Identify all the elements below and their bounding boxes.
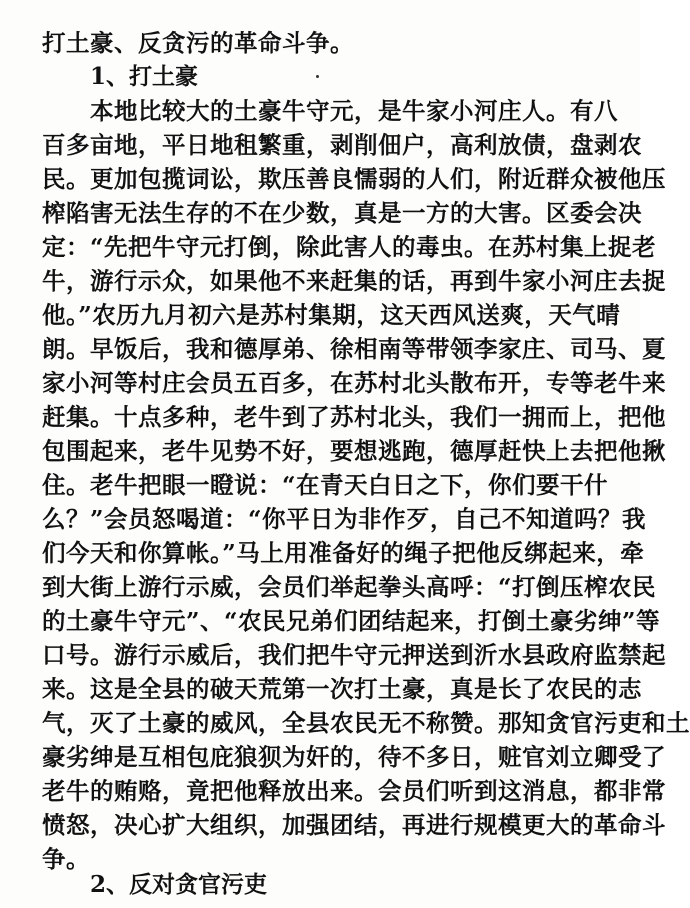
paragraph-line: 百多亩地，平日地租繁重，剥削佃户，高利放债，盘剥农	[42, 131, 642, 159]
paragraph-line: 住。老牛把眼一瞪说：“在青天白日之下，你们要干什	[42, 471, 609, 499]
paragraph-line: 么？”会员怒喝道：“你平日为非作歹，自己不知道吗？我	[42, 505, 647, 533]
intro-line: 打土豪、反贪污的革命斗争。	[42, 29, 354, 57]
paragraph-line: 们今天和你算帐。”马上用准备好的绳子把他反绑起来，牵	[42, 539, 645, 567]
scan-speck	[316, 75, 319, 78]
paragraph-line: 包围起来，老牛见势不好，要想逃跑，德厚赶快上去把他揪	[42, 437, 666, 465]
section-2-heading: 2、反对贪官污吏	[90, 871, 268, 898]
paragraph-line: 民。更加包揽词讼，欺压善良懦弱的人们，附近群众被他压	[42, 165, 666, 193]
paragraph-line: 赶集。十点多种，老牛到了苏村北头，我们一拥而上，把他	[42, 403, 666, 431]
paragraph-line: 的土豪牛守元”、“农民兄弟们团结起来，打倒土豪劣绅”等	[42, 607, 661, 635]
paragraph-line: 他。”农历九月初六是苏村集期，这天西风送爽，天气晴	[42, 301, 621, 329]
section-1-heading: 1、打土豪	[90, 63, 199, 90]
paragraph-line: 定：“先把牛守元打倒，除此害人的毒虫。在苏村集上捉老	[42, 233, 657, 261]
paragraph-line: 气，灭了土豪的威风，全县农民无不称赞。那知贪官污吏和土	[42, 709, 690, 737]
paragraph-line: 牛，游行示众，如果他不来赶集的话，再到牛家小河庄去捉	[42, 267, 666, 295]
paragraph-line: 到大街上游行示威，会员们举起拳头高呼：“打倒压榨农民	[42, 573, 657, 601]
paragraph-line: 家小河等村庄会员五百多，在苏村北头散布开，专等老牛来	[42, 369, 666, 397]
paragraph-line: 愤怒，决心扩大组织，加强团结，再进行规模更大的革命斗	[42, 811, 666, 839]
paragraph-line: 口号。游行示威后，我们把牛守元押送到沂水县政府监禁起	[42, 641, 666, 669]
paragraph-line: 老牛的贿赂，竟把他释放出来。会员们听到这消息，都非常	[42, 777, 666, 805]
paragraph-line: 本地比较大的土豪牛守元，是牛家小河庄人。有八	[90, 97, 618, 125]
paragraph-line: 豪劣绅是互相包庇狼狈为奸的，待不多日，赃官刘立卿受了	[42, 743, 666, 771]
paragraph-line: 朗。早饭后，我和德厚弟、徐相南等带领李家庄、司马、夏	[42, 335, 666, 363]
paragraph-line: 来。这是全县的破天荒第一次打土豪，真是长了农民的志	[42, 675, 642, 703]
paragraph-line: 榨陷害无法生存的不在少数，真是一方的大害。区委会决	[42, 199, 642, 227]
paragraph-line: 争。	[42, 845, 90, 873]
